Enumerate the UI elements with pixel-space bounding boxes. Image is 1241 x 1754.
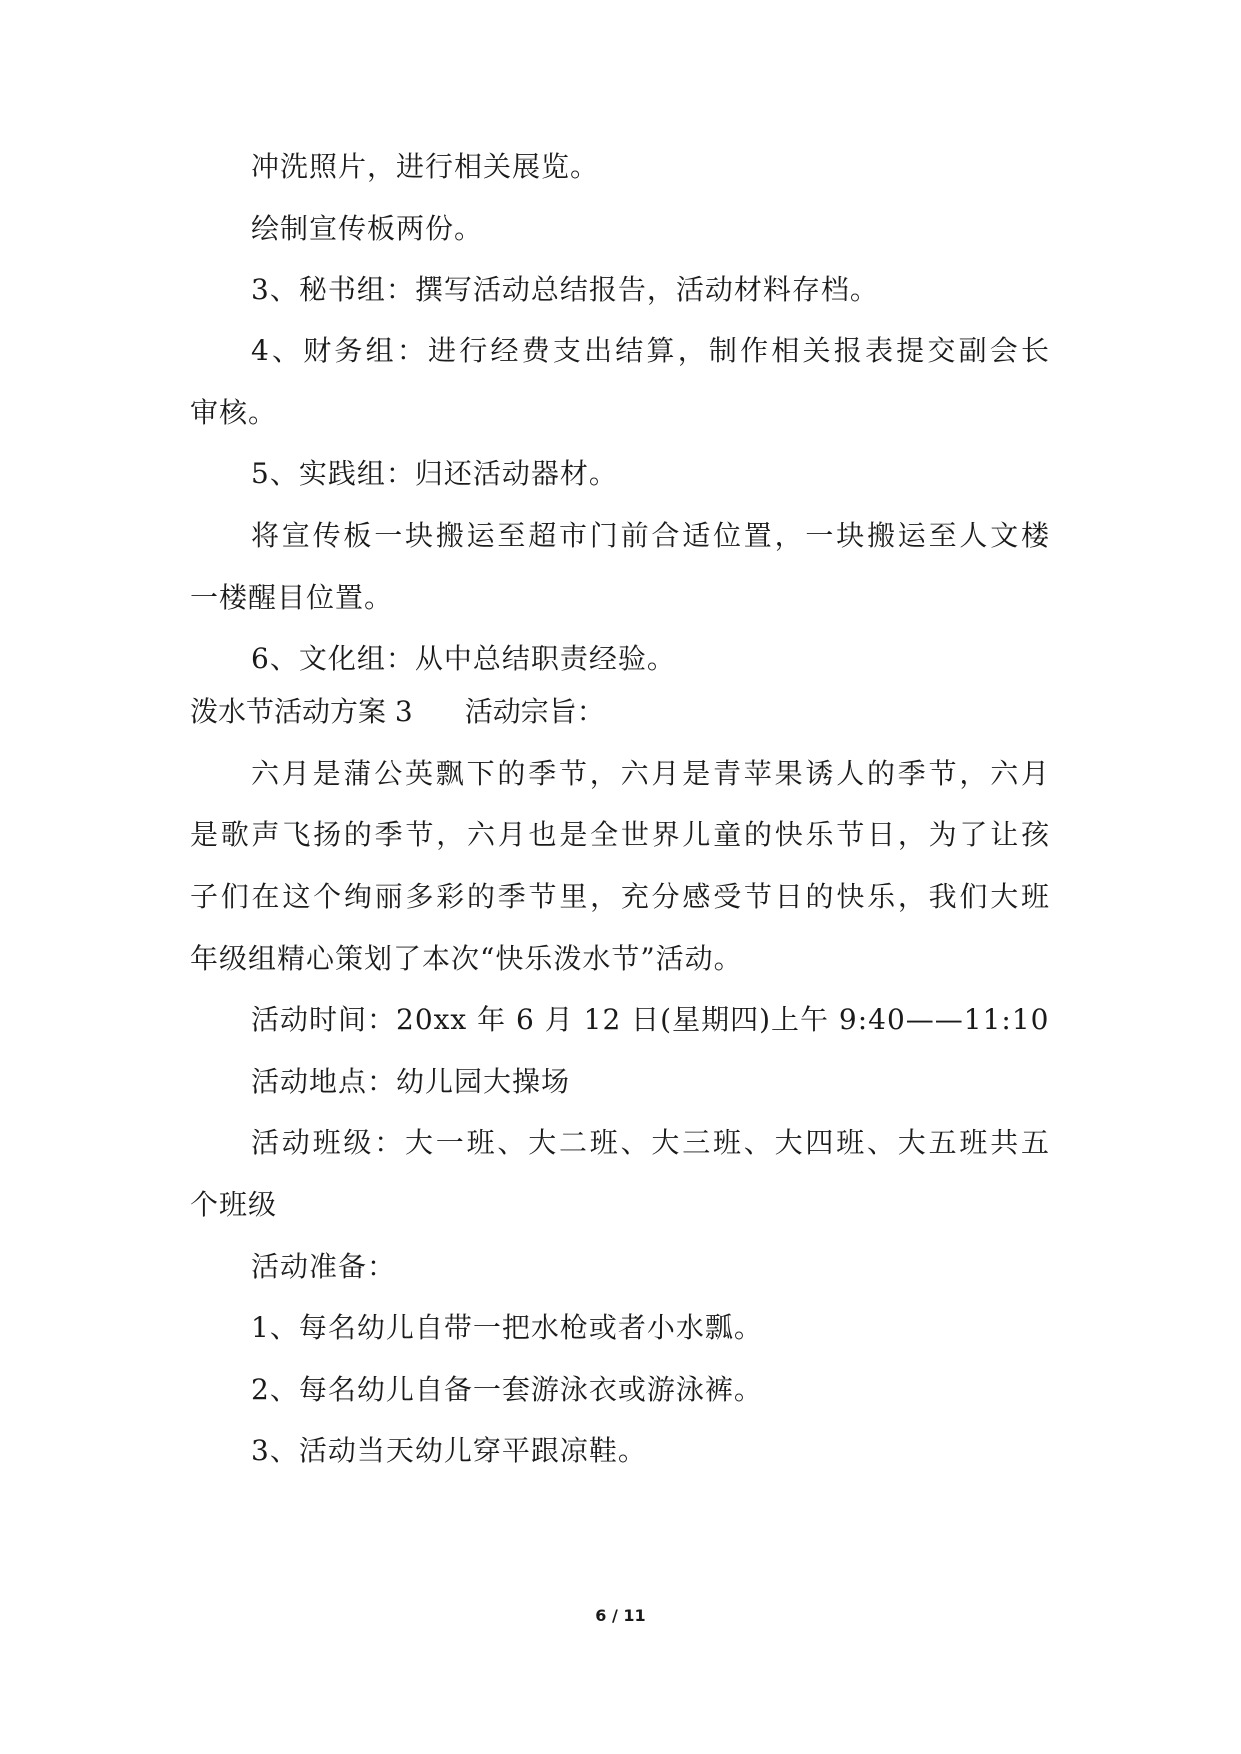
paragraph-line: 年级组精心策划了本次“快乐泼水节”活动。 [190, 942, 743, 975]
paragraph-line: 3、秘书组：撰写活动总结报告，活动材料存档。 [251, 273, 879, 306]
paragraph-line: 绘制宣传板两份。 [251, 212, 484, 245]
paragraph-line: 1、每名幼儿自带一把水枪或者小水瓢。 [251, 1311, 763, 1344]
paragraph-line: 活动地点：幼儿园大操场 [251, 1065, 571, 1098]
section-subtitle: 活动宗旨： [464, 695, 605, 728]
paragraph-line: 将宣传板一块搬运至超市门前合适位置，一块搬运至人文楼 [251, 519, 1050, 552]
paragraph-line: 个班级 [190, 1188, 278, 1221]
section-title: 泼水节活动方案 3 [190, 695, 413, 728]
paragraph-line: 六月是蒲公英飘下的季节，六月是青苹果诱人的季节，六月 [251, 757, 1050, 790]
paragraph-line: 2、每名幼儿自备一套游泳衣或游泳裤。 [251, 1373, 763, 1406]
paragraph-line: 4、财务组：进行经费支出结算，制作相关报表提交副会长 [251, 334, 1050, 367]
paragraph-line: 6、文化组：从中总结职责经验。 [251, 642, 676, 675]
paragraph-line: 活动班级：大一班、大二班、大三班、大四班、大五班共五 [251, 1126, 1050, 1159]
paragraph-line: 一楼醒目位置。 [190, 581, 394, 614]
paragraph-line: 活动时间：20xx 年 6 月 12 日(星期四)上午 9:40——11:10 [251, 1003, 1050, 1036]
paragraph-line: 审核。 [190, 396, 278, 429]
paragraph-line: 子们在这个绚丽多彩的季节里，充分感受节日的快乐，我们大班 [190, 880, 1050, 913]
section-heading [190, 692, 605, 732]
paragraph-line: 3、活动当天幼儿穿平跟凉鞋。 [251, 1434, 647, 1467]
page-number: 6 / 11 [595, 1606, 646, 1625]
paragraph-line: 活动准备： [251, 1250, 397, 1283]
paragraph-line: 5、实践组：归还活动器材。 [251, 457, 618, 490]
paragraph-line: 是歌声飞扬的季节，六月也是全世界儿童的快乐节日，为了让孩 [190, 818, 1050, 851]
paragraph-line: 冲洗照片，进行相关展览。 [251, 150, 600, 183]
